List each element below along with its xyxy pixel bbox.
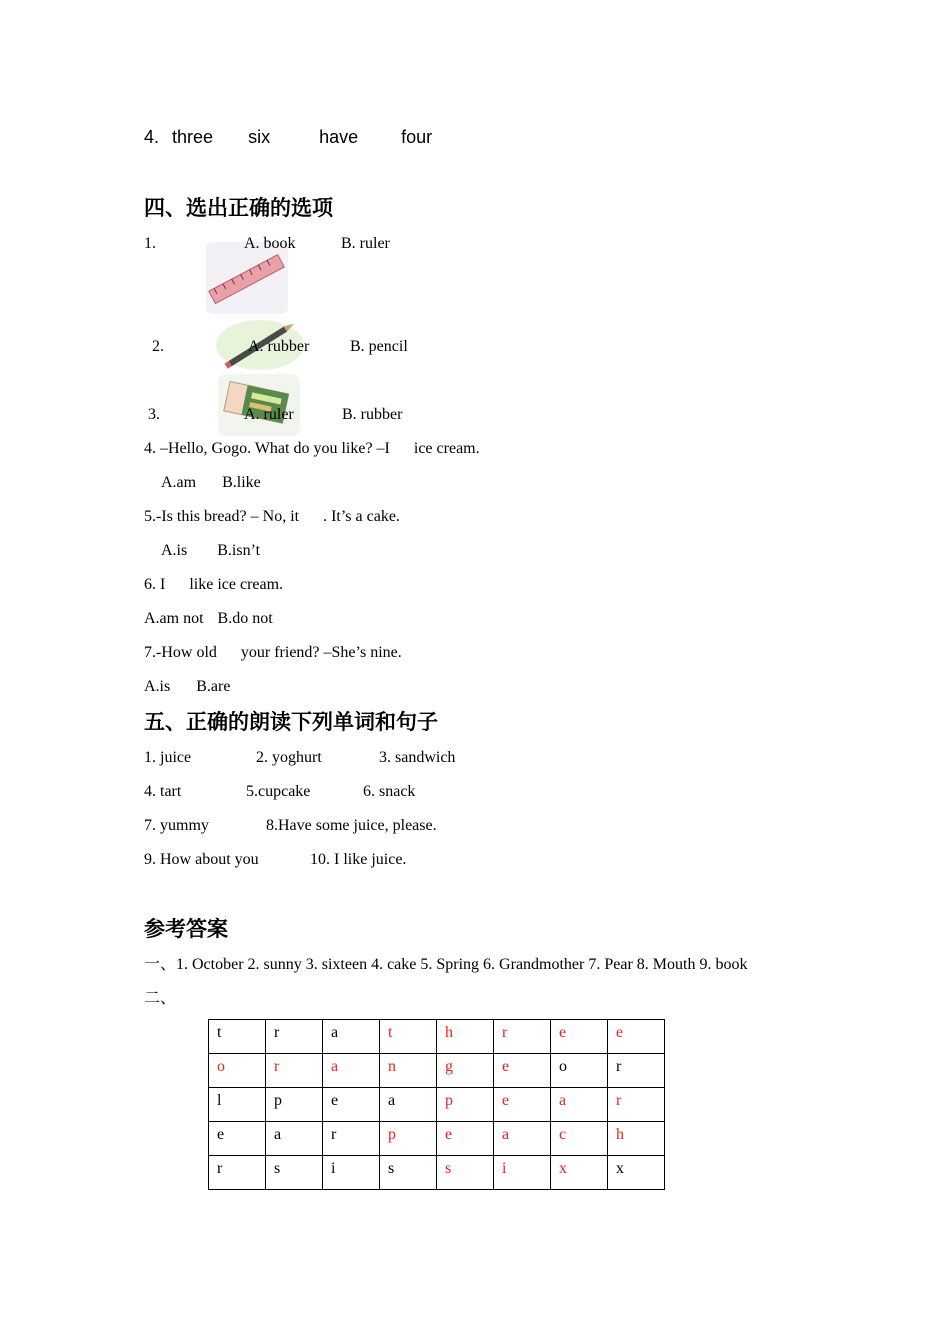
grid-cell: r — [266, 1054, 323, 1088]
s4-q4-option-a: A.am — [161, 474, 197, 491]
s4-q1-option-a: A. book — [244, 235, 296, 252]
s4-q5-text: 5.-Is this bread? – No, it . It’s a cake. — [144, 508, 400, 525]
s5-item-8: 8.Have some juice, please. — [266, 817, 437, 834]
s4-q1-option-b: B. ruler — [341, 235, 390, 252]
grid-cell: i — [494, 1156, 551, 1190]
grid-cell: o — [551, 1054, 608, 1088]
grid-cell: r — [608, 1088, 665, 1122]
grid-cell: t — [209, 1020, 266, 1054]
grid-cell: a — [551, 1088, 608, 1122]
grid-cell: e — [494, 1088, 551, 1122]
s4-q2-option-b: B. pencil — [350, 338, 408, 355]
grid-cell: o — [209, 1054, 266, 1088]
s4-q6-option-b: B.do not — [217, 610, 273, 627]
s4-q4-options — [161, 473, 261, 493]
section5-title: 五、正确的朗读下列单词和句子 — [144, 710, 438, 734]
grid-cell: x — [551, 1156, 608, 1190]
grid-row — [209, 1020, 665, 1054]
s5-item-7: 7. yummy — [144, 817, 209, 834]
grid-cell: x — [608, 1156, 665, 1190]
grid-cell: l — [209, 1088, 266, 1122]
grid-cell: s — [266, 1156, 323, 1190]
word-three: three — [172, 127, 214, 147]
grid-cell: e — [209, 1122, 266, 1156]
s4-q6-options — [144, 609, 273, 629]
grid-row — [209, 1122, 665, 1156]
s4-q7-options — [144, 677, 230, 697]
answers-part2-label: 二、 — [144, 990, 177, 1007]
grid-cell: r — [494, 1020, 551, 1054]
s4-q2-number: 2. — [152, 338, 164, 355]
grid-row — [209, 1156, 665, 1190]
s5-item-5: 5.cupcake — [246, 783, 311, 800]
grid-cell: a — [323, 1020, 380, 1054]
grid-cell: e — [551, 1020, 608, 1054]
q4-number: 4. — [144, 127, 160, 147]
s4-q5-option-a: A.is — [161, 542, 188, 559]
s5-item-1: 1. juice — [144, 749, 192, 766]
grid-cell: e — [323, 1088, 380, 1122]
grid-cell: a — [494, 1122, 551, 1156]
grid-cell: p — [380, 1122, 437, 1156]
grid-cell: e — [608, 1020, 665, 1054]
grid-cell: r — [323, 1122, 380, 1156]
s5-item-9: 9. How about you — [144, 851, 259, 868]
grid-cell: e — [494, 1054, 551, 1088]
answers-title: 参考答案 — [144, 917, 228, 941]
grid-cell: p — [437, 1088, 494, 1122]
grid-cell: p — [266, 1088, 323, 1122]
grid-cell: r — [608, 1054, 665, 1088]
s4-q3-option-b: B. rubber — [342, 406, 403, 423]
s4-q7-text: 7.-How old your friend? –She’s nine. — [144, 644, 402, 661]
grid-cell: i — [323, 1156, 380, 1190]
grid-cell: a — [323, 1054, 380, 1088]
grid-cell: s — [437, 1156, 494, 1190]
s4-q7-option-a: A.is — [144, 678, 171, 695]
s4-q1-number: 1. — [144, 235, 156, 252]
part3-q4 — [144, 127, 432, 147]
s4-q5-option-b: B.isn’t — [217, 542, 261, 559]
grid-cell: s — [380, 1156, 437, 1190]
grid-cell: h — [437, 1020, 494, 1054]
s4-q2-option-a: A. rubber — [248, 338, 310, 355]
grid-cell: a — [266, 1122, 323, 1156]
s4-q7-option-b: B.are — [196, 678, 231, 695]
s5-item-4: 4. tart — [144, 783, 182, 800]
grid-cell: e — [437, 1122, 494, 1156]
s4-q6-option-a: A.am not — [144, 610, 204, 627]
answers-part1: 一、1. October 2. sunny 3. sixteen 4. cake 5. Spring 6. Grandmother 7. Pear 8. Mouth 9. book — [144, 956, 748, 973]
word-have: have — [319, 127, 359, 147]
s5-item-10: 10. I like juice. — [310, 851, 407, 868]
s4-q6-text: 6. I like ice cream. — [144, 576, 284, 593]
s4-q3-number: 3. — [148, 406, 160, 423]
s5-item-3: 3. sandwich — [379, 749, 456, 766]
grid-row — [209, 1054, 665, 1088]
s5-item-2: 2. yoghurt — [256, 749, 322, 766]
grid-cell: g — [437, 1054, 494, 1088]
s4-q3-option-a: A. ruler — [244, 406, 294, 423]
grid-cell: a — [380, 1088, 437, 1122]
s4-q4-option-b: B.like — [222, 474, 261, 491]
grid-cell: r — [209, 1156, 266, 1190]
s4-q5-options — [161, 541, 260, 561]
section4-title: 四、选出正确的选项 — [144, 196, 333, 220]
grid-row — [209, 1088, 665, 1122]
grid-cell: c — [551, 1122, 608, 1156]
word-six: six — [248, 127, 271, 147]
grid-cell: t — [380, 1020, 437, 1054]
grid-cell: r — [266, 1020, 323, 1054]
word-four: four — [401, 127, 433, 147]
s4-q4-text: 4. –Hello, Gogo. What do you like? –I ice cream. — [144, 440, 480, 457]
word-search-grid — [208, 1019, 665, 1190]
grid-cell: n — [380, 1054, 437, 1088]
s5-item-6: 6. snack — [363, 783, 416, 800]
grid-cell: h — [608, 1122, 665, 1156]
